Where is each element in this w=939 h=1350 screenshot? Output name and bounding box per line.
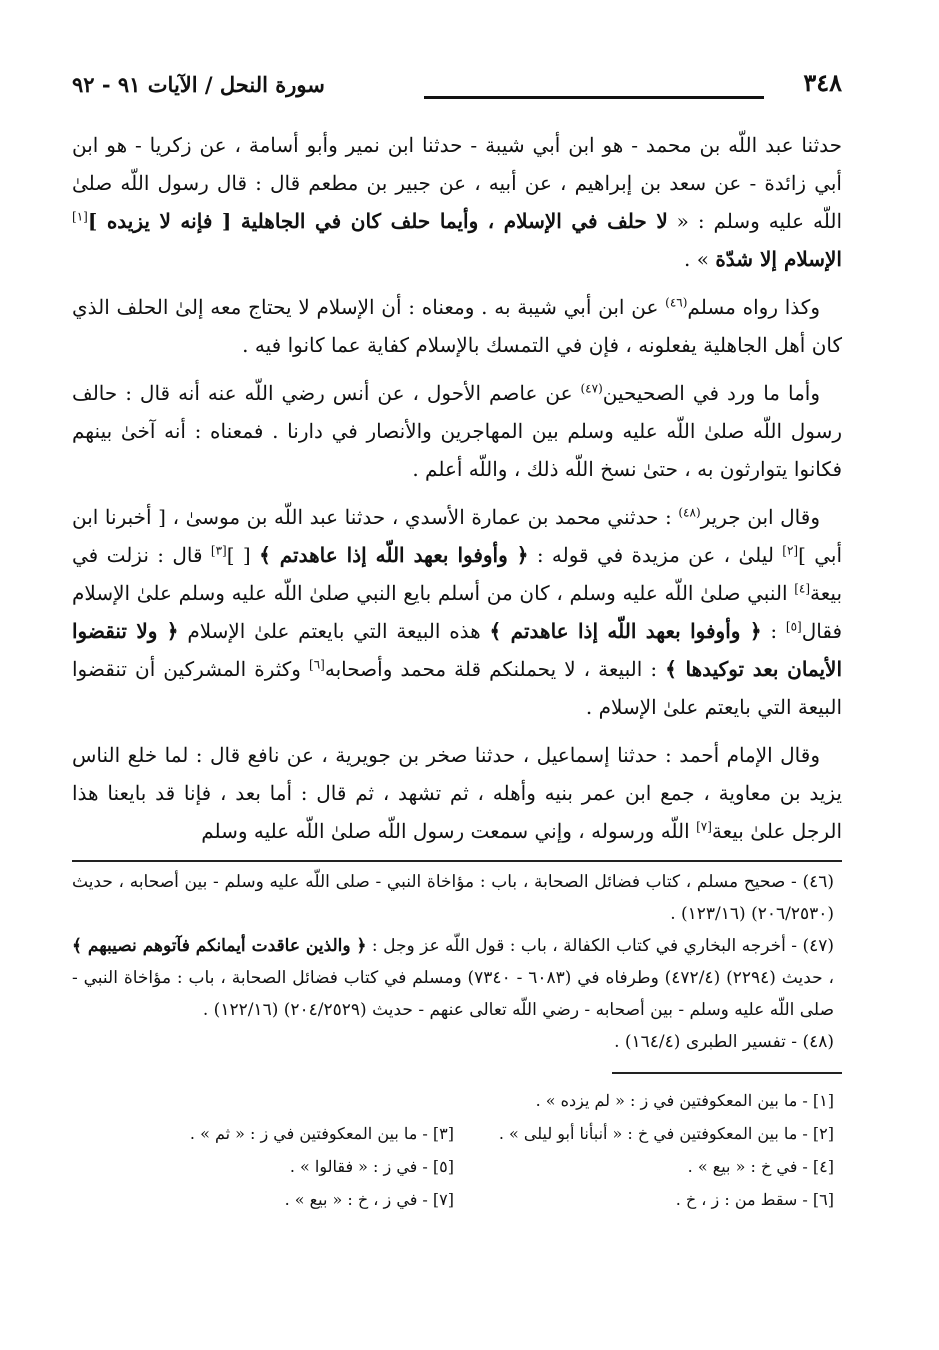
footnote-48: (٤٨) - تفسير الطبرى (١٦٤/٤) . — [614, 1032, 834, 1052]
quran-verse: ﴿ وأوفوا بعهد اللّه إذا عاهدتم ﴾ — [259, 543, 529, 567]
text-run: وكذا رواه مسلم — [687, 295, 820, 319]
paragraph-ahmad — [72, 736, 842, 850]
variant-ref-7: [٧] — [696, 819, 712, 834]
text-run: عن عاصم الأحول ، عن أنس رضي اللّه عنه أنه قال : حالف رسول اللّه صلىٰ اللّه عليه وسلم بين المهاجرين والأنصار في دارنا . فمعناه : أنه آخىٰ بينهم فكانوا يتوارثون به ، حتىٰ نسخ اللّه ذلك ، واللّه أعلم . — [72, 381, 842, 481]
variant-ref-5: [٥] — [785, 619, 802, 634]
text-run: [ ] — [226, 543, 251, 567]
variant-note-4: [٤] - في خ : « بيع » . — [687, 1157, 834, 1176]
variant-ref-4: [٤] — [794, 581, 811, 596]
main-text — [72, 126, 842, 850]
text-run: ليلىٰ ، عن مزيدة في قوله : — [536, 543, 774, 567]
variant-row — [72, 1183, 834, 1216]
text-run: وأما ما ورد في الصحيحين — [602, 381, 821, 405]
text-run: » . — [684, 247, 709, 271]
variant-row — [72, 1117, 834, 1150]
bold-hadith-text: لا حلف في الإسلام ، وأيما حلف كان في الجاهلية [ فإنه لا يزيده ] — [87, 209, 668, 233]
footnote-47 — [72, 930, 834, 1026]
bold-hadith-text: الإسلام إلا شدّة — [715, 247, 842, 271]
text-run: وكثرة المشركين أن تنقضوا البيعة التي بايعتم علىٰ الإسلام . — [72, 657, 842, 719]
variants-divider — [612, 1072, 842, 1074]
variant-note-7: [٧] - في ز ، خ : « بيع » . — [284, 1190, 454, 1209]
text-run: (٤٧) - أخرجه البخاري في كتاب الكفالة ، باب : قول اللّه عز وجل : — [371, 936, 834, 956]
variant-note-3: [٣] - ما بين المعكوفتين في ز : « ثم » . — [189, 1124, 454, 1143]
footnote-divider — [72, 860, 842, 862]
paragraph-hadith-jubayr — [72, 126, 842, 278]
text-run: قال : نزلت في بيعة — [72, 543, 843, 605]
variant-note-1: [١] - ما بين المعكوفتين في ز : « لم يزده » . — [535, 1091, 834, 1110]
variant-ref-6: [٦] — [309, 657, 325, 672]
textual-variants — [72, 1084, 842, 1216]
variant-row — [72, 1150, 834, 1183]
variant-note-5: [٥] - في ز : « فقالوا » . — [289, 1157, 454, 1176]
text-run: : — [770, 619, 778, 643]
text-run: النبي صلىٰ اللّه عليه وسلم ، كان من أسلم بايع النبي صلىٰ اللّه عليه وسلم علىٰ الإسلام فقال — [72, 581, 843, 643]
paragraph-sahihayn — [72, 374, 842, 488]
text-run: ، حديث (٢٢٩٤) (٤٧٢/٤) وطرفاه في (٦٠٨٣ - ٧٣٤٠) ومسلم في كتاب فضائل الصحابة ، باب : مؤاخاة النبي - صلى اللّه عليه وسلم - بين أصحابه - رضي اللّه تعالى عنهم - حديث (٢٠٤/٢٥٢٩) (١٢٢/١٦) . — [72, 968, 834, 1020]
text-run: عن ابن أبي شيبة به . ومعناه : أن الإسلام لا يحتاج معه إلىٰ الحلف الذي كان أهل الجاهلية يفعلونه ، فإن في التمسك بالإسلام كفاية عما كانوا فيه . — [72, 295, 842, 357]
text-run: اللّه ورسوله ، وإني سمعت رسول اللّه صلىٰ اللّه عليه وسلم — [201, 819, 690, 843]
footnotes — [72, 866, 842, 1058]
variant-note-6: [٦] - سقط من : ز ، خ . — [675, 1190, 834, 1209]
paragraph-muslim — [72, 288, 842, 364]
footnote-ref-47: (٤٧) — [580, 381, 603, 396]
variant-ref-1: [١] — [72, 209, 88, 224]
running-title: سورة النحل / الآيات ٩١ - ٩٢ — [72, 72, 325, 97]
text-run: هذه البيعة التي بايعتم علىٰ الإسلام — [187, 619, 481, 643]
text-run: وقال الإمام أحمد : حدثنا إسماعيل ، حدثنا صخر بن جويرية ، عن نافع قال : لما خلع الناس يزيد بن معاوية ، جمع ابن عمر بنيه وأهله ، ثم تشهد ، ثم قال : أما بعد ، فإنا قد بايعنا هذا الرجل علىٰ بيعة — [72, 743, 842, 843]
text-run: حدثنا عبد اللّه بن محمد - هو ابن أبي شيبة - حدثنا ابن نمير وأبو أسامة ، عن زكريا - هو ابن أبي زائدة - عن سعد بن إبراهيم ، عن أبيه ، عن جبير بن مطعم قال : قال رسول اللّه صلىٰ اللّه عليه وسلم : « — [72, 133, 843, 233]
paragraph-ibn-jarir — [72, 498, 842, 726]
quran-verse: ﴿ وأوفوا بعهد اللّه إذا عاهدتم ﴾ — [489, 619, 762, 643]
text-run: : حدثني محمد بن عمارة الأسدي ، حدثنا عبد اللّه بن موسىٰ ، [ أخبرنا ابن أبي ] — [72, 505, 843, 567]
text-run: وقال ابن جرير — [700, 505, 820, 529]
book-page — [72, 66, 842, 1216]
text-run: : البيعة ، لا يحملنكم قلة محمد وأصحابه — [324, 657, 658, 681]
page-number: ٣٤٨ — [803, 68, 842, 97]
footnote-ref-46: (٤٦) — [665, 295, 688, 310]
footnote-46: (٤٦) - صحيح مسلم ، كتاب فضائل الصحابة ، باب : مؤاخاة النبي - صلى اللّه عليه وسلم - بين أصحابه ، حديث (٢٠٦/٢٥٣٠) (١٢٣/١٦) . — [72, 872, 834, 924]
variant-note-2: [٢] - ما بين المعكوفتين في خ : « أنبأنا أبو ليلى » . — [498, 1124, 834, 1143]
page-header — [72, 66, 842, 108]
quran-verse: ﴿ ولا تنقضوا الأيمان بعد توكيدها ﴾ — [72, 619, 843, 681]
variant-ref-2: [٢] — [782, 543, 799, 558]
quran-verse: ﴿ والذين عاقدت أيمانكم فآتوهم نصيبهم ﴾ — [72, 936, 367, 956]
header-rule — [424, 96, 764, 99]
variant-ref-3: [٣] — [210, 543, 227, 558]
footnote-ref-48: (٤٨) — [678, 505, 701, 520]
variant-row — [72, 1084, 834, 1117]
